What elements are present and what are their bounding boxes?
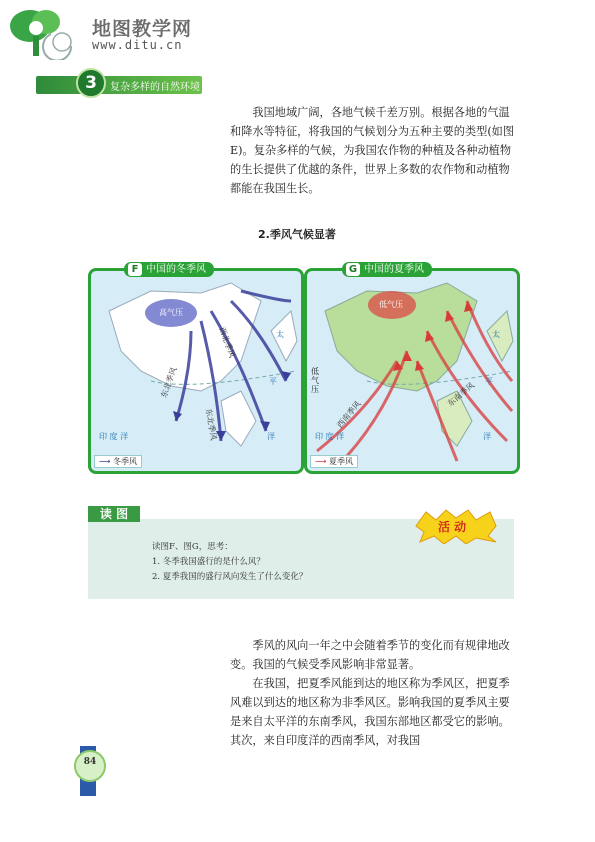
indian-ocean-label: 印 度 洋 <box>99 432 129 441</box>
reading-question-1: 1. 冬季我国盛行的是什么风？ <box>152 557 265 567</box>
site-url: www.ditu.cn <box>92 38 183 52</box>
body-paragraph-2: 季风的风向一年之中会随着季节的变化而有规律地改变。我国的气候受季风影响非常显著。 <box>230 639 510 671</box>
high-pressure-label: 高气压 <box>159 308 183 317</box>
low-pressure-side-label: 低气压 <box>311 367 319 394</box>
wind-label-southwest: 西南季风 <box>335 399 363 430</box>
map-f-title-tag <box>124 262 214 277</box>
section-heading: 2.季风气候显著 <box>258 228 336 241</box>
map-g-title: 中国的夏季风 <box>364 264 424 275</box>
ocean-label-ping: 平 <box>485 377 493 386</box>
summer-legend <box>310 455 358 468</box>
summer-monsoon-map <box>304 268 520 474</box>
wind-label-1: 西北季风 <box>217 325 237 360</box>
chapter-number: 3 <box>76 68 106 98</box>
page-number: 84 <box>83 757 97 767</box>
reading-tab: 读 图 <box>88 506 140 522</box>
chapter-title: 复杂多样的自然环境 <box>110 82 200 93</box>
map-g-title-tag <box>342 262 432 277</box>
indian-ocean-label: 印 度 洋 <box>315 432 345 441</box>
winter-monsoon-map <box>88 268 304 474</box>
ocean-label-tai: 太 <box>492 330 500 339</box>
winter-legend-label: 冬季风 <box>113 457 138 466</box>
map-f-title: 中国的冬季风 <box>146 264 206 275</box>
activity-label: 活 动 <box>438 520 467 534</box>
wind-label-2: 东北季风 <box>159 365 179 400</box>
tree-logo-icon <box>6 6 76 60</box>
low-pressure-label: 低气压 <box>379 300 403 309</box>
winter-legend <box>94 455 142 468</box>
summer-legend-label: 夏季风 <box>329 457 354 466</box>
wind-label-3: 东北季风 <box>203 407 219 442</box>
ocean-label-yang: 洋 <box>267 432 275 441</box>
ocean-label-yang: 洋 <box>483 432 491 441</box>
ocean-label-ping: 平 <box>269 377 277 386</box>
map-g-letter: G <box>346 263 360 276</box>
wind-label-southeast: 东南季风 <box>445 380 477 409</box>
site-name: 地图教学网 <box>92 18 193 40</box>
body-paragraph-1: 我国地域广阔，各地气候千差万别。根据各地的气温和降水等特征，将我国的气候划分为五种主要的类型(如图E)。复杂多样的气候，为我国农作物的种植及各种动植物的生长提供了优越的条件，世界上多数的农作物和动植物都能在我国生长。 <box>230 106 515 195</box>
map-f-letter: F <box>128 263 142 276</box>
arrow-right-icon: ⟶ <box>99 457 111 466</box>
reading-question-2: 2. 夏季我国的盛行风向发生了什么变化？ <box>152 572 308 582</box>
arrow-right-icon: ⟶ <box>315 457 327 466</box>
body-paragraph-3: 在我国，把夏季风能到达的地区称为季风区，把夏季风难以到达的地区称为非季风区。影响我国的夏季风主要是来自太平洋的东南季风，我国东部地区都受它的影响。其次，来自印度洋的西南季风，对我国 <box>230 677 510 747</box>
ocean-label-tai: 太 <box>276 330 284 339</box>
reading-intro: 读图F、图G，思考： <box>152 542 233 552</box>
